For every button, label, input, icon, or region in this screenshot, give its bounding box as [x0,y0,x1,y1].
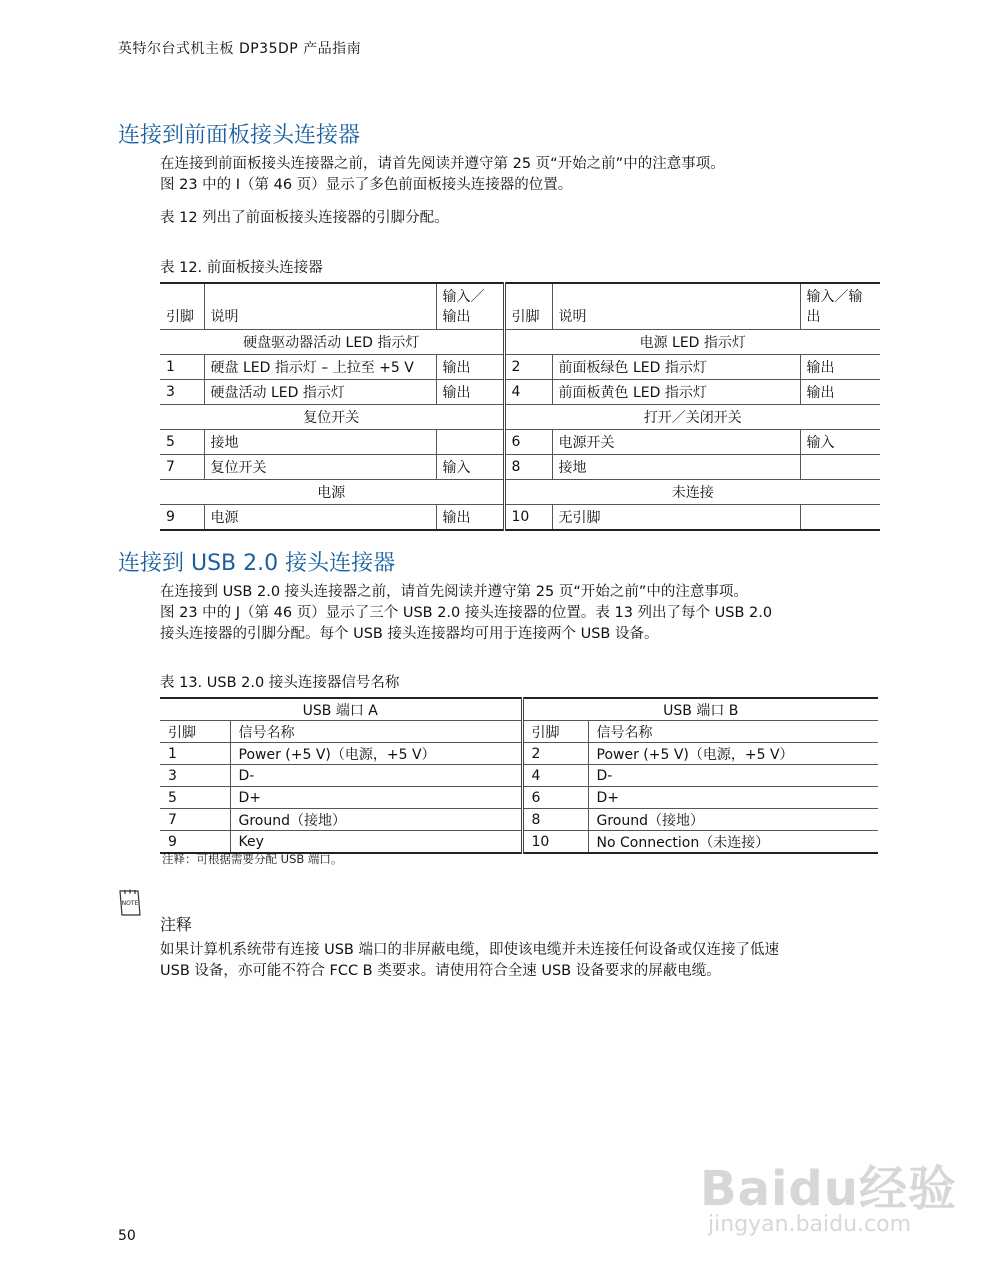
signal-cell: Power (+5 V)（电源，+5 V） [230,743,522,765]
note-paragraph [160,940,779,982]
note-icon-label: NOTE [121,900,139,907]
io-cell: 输出 [800,355,880,380]
section1-line2: 图 23 中的 I（第 46 页）显示了多色前面板接头连接器的位置。 [160,177,573,193]
watermark [700,1150,957,1237]
table-row [160,455,880,480]
desc-cell: 硬盘 LED 指示灯 – 上拉至 +5 V [204,355,436,380]
pin-cell: 3 [160,765,230,787]
table-header-row [160,283,880,330]
table-row [160,430,880,455]
header-desc: 说明 [204,283,436,330]
pin-cell: 7 [160,455,204,480]
pin-cell: 6 [522,787,588,809]
watermark-url: jingyan.baidu.com [708,1212,912,1237]
io-cell [800,455,880,480]
group-row [160,480,880,505]
note-title: 注释 [160,915,193,934]
table13-caption: 表 13. USB 2.0 接头连接器信号名称 [160,675,400,691]
table13-footnote: 注释：可根据需要分配 USB 端口。 [162,852,343,866]
group-label: 电源 [160,480,504,505]
port-header-row [160,698,878,721]
pin-cell: 10 [504,505,552,531]
header-pin: 引脚 [522,721,588,743]
section1-line1: 在连接到前面板接头连接器之前，请首先阅读并遵守第 25 页“开始之前”中的注意事项。 [160,156,725,172]
pin-cell: 9 [160,505,204,531]
section2-line2: 图 23 中的 J（第 46 页）显示了三个 USB 2.0 接头连接器的位置。表 13 列出了每个 USB 2.0 [160,605,773,621]
pin-cell: 1 [160,743,230,765]
io-cell [800,505,880,531]
pin-cell: 2 [504,355,552,380]
port-b-header: USB 端口 B [522,698,878,721]
io-cell: 输出 [436,505,504,531]
pin-cell: 4 [504,380,552,405]
pin-cell: 8 [522,809,588,831]
usb-pinout-table [160,697,878,854]
io-cell: 输出 [800,380,880,405]
column-header-row [160,721,878,743]
section1-paragraph [160,154,725,196]
note-icon [117,888,143,918]
pin-cell: 4 [522,765,588,787]
desc-cell: 前面板绿色 LED 指示灯 [552,355,800,380]
group-label: 打开／关闭开关 [504,405,880,430]
desc-cell: 接地 [204,430,436,455]
port-a-header: USB 端口 A [160,698,522,721]
io-cell: 输入 [800,430,880,455]
signal-cell: Ground（接地） [588,809,878,831]
signal-cell: D+ [230,787,522,809]
desc-cell: 电源 [204,505,436,531]
table-row [160,505,880,531]
desc-cell: 前面板黄色 LED 指示灯 [552,380,800,405]
pin-cell: 2 [522,743,588,765]
header-pin: 引脚 [160,283,204,330]
page-number: 50 [118,1228,136,1244]
header-io: 输入／输出 [800,283,880,330]
io-cell [436,430,504,455]
signal-cell: Key [230,831,522,854]
signal-cell: D+ [588,787,878,809]
pin-cell: 5 [160,787,230,809]
header-signal: 信号名称 [230,721,522,743]
group-row [160,330,880,355]
desc-cell: 电源开关 [552,430,800,455]
io-cell: 输出 [436,380,504,405]
table-row [160,787,878,809]
group-label: 复位开关 [160,405,504,430]
header-pin: 引脚 [160,721,230,743]
signal-cell: No Connection（未连接） [588,831,878,854]
section2-paragraph [160,582,772,645]
group-label: 硬盘驱动器活动 LED 指示灯 [160,330,504,355]
note-line1: 如果计算机系统带有连接 USB 端口的非屏蔽电缆，即使该电缆并未连接任何设备或仅连接了低速 [160,942,779,958]
section-title-usb: 连接到 USB 2.0 接头连接器 [118,551,396,576]
section2-line1: 在连接到 USB 2.0 接头连接器之前，请首先阅读并遵守第 25 页“开始之前”中的注意事项。 [160,584,748,600]
group-label: 电源 LED 指示灯 [504,330,880,355]
io-cell: 输入 [436,455,504,480]
pin-cell: 5 [160,430,204,455]
desc-cell: 无引脚 [552,505,800,531]
header-desc: 说明 [552,283,800,330]
watermark-logo: Baidu经验 [700,1161,957,1217]
signal-cell: D- [230,765,522,787]
table12-caption: 表 12. 前面板接头连接器 [160,260,323,276]
section-title-front-panel: 连接到前面板接头连接器 [118,123,361,148]
pin-cell: 8 [504,455,552,480]
section1-paragraph2: 表 12 列出了前面板接头连接器的引脚分配。 [160,210,449,226]
section2-line3: 接头连接器的引脚分配。每个 USB 接头连接器均可用于连接两个 USB 设备。 [160,626,659,642]
header-signal: 信号名称 [588,721,878,743]
group-label: 未连接 [504,480,880,505]
pin-cell: 10 [522,831,588,854]
header-pin: 引脚 [504,283,552,330]
io-cell: 输出 [436,355,504,380]
group-row [160,405,880,430]
signal-cell: Ground（接地） [230,809,522,831]
signal-cell: Power (+5 V)（电源，+5 V） [588,743,878,765]
table-row [160,831,878,854]
page-header: 英特尔台式机主板 DP35DP 产品指南 [118,41,362,57]
table-row [160,765,878,787]
desc-cell: 接地 [552,455,800,480]
signal-cell: D- [588,765,878,787]
table-row [160,380,880,405]
pin-cell: 6 [504,430,552,455]
pin-cell: 1 [160,355,204,380]
table-row [160,355,880,380]
pin-cell: 7 [160,809,230,831]
pin-cell: 9 [160,831,230,854]
table-row [160,809,878,831]
front-panel-pinout-table [160,282,880,531]
pin-cell: 3 [160,380,204,405]
table-row [160,743,878,765]
header-io: 输入／输出 [436,283,504,330]
desc-cell: 复位开关 [204,455,436,480]
desc-cell: 硬盘活动 LED 指示灯 [204,380,436,405]
note-line2: USB 设备，亦可能不符合 FCC B 类要求。请使用符合全速 USB 设备要求的屏蔽电缆。 [160,963,721,979]
